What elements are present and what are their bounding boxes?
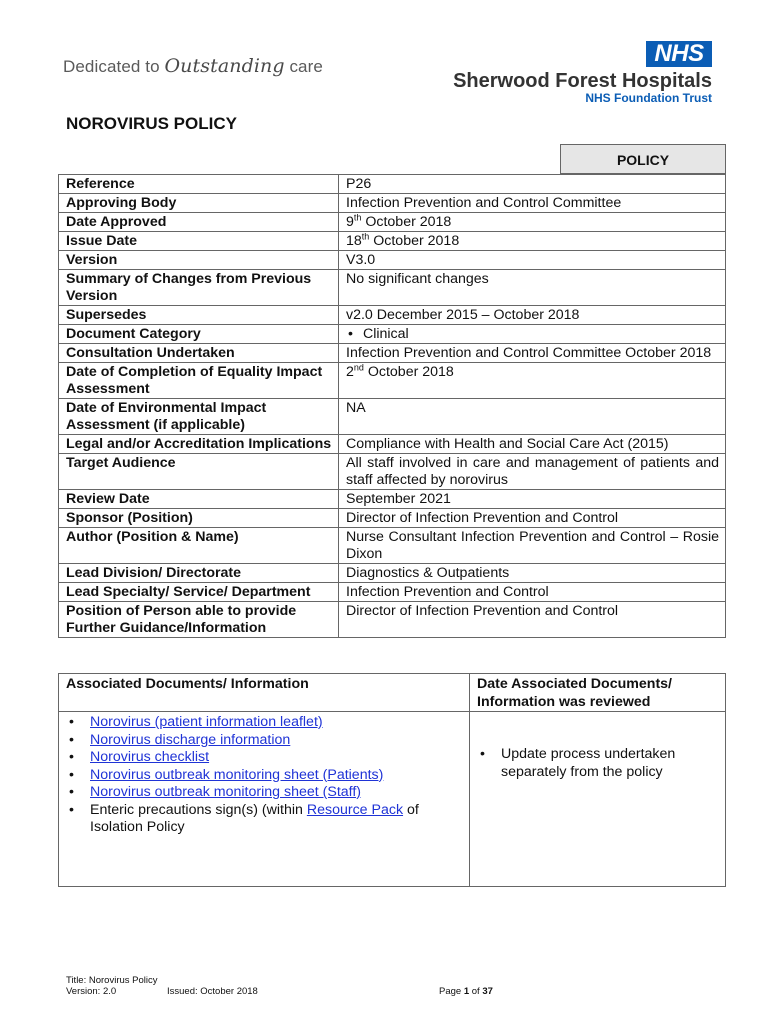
- table-row: Position of Person able to provide Further Guidance/Information Director of Infection Prevention and Control: [59, 602, 726, 638]
- table-row: Lead Division/ Directorate Diagnostics & Outpatients: [59, 564, 726, 583]
- table-row: Date Approved 9th October 2018: [59, 213, 726, 232]
- link-outbreak-sheet-staff[interactable]: Norovirus outbreak monitoring sheet (Staff): [90, 784, 362, 800]
- list-item: [67, 714, 461, 732]
- table-row: Date of Completion of Equality Impact Assessment 2nd October 2018: [59, 363, 726, 399]
- document-metadata-table: [58, 174, 726, 638]
- associated-documents-table: [58, 673, 726, 887]
- list-item: [67, 749, 461, 767]
- link-norovirus-checklist[interactable]: Norovirus checklist: [90, 749, 210, 765]
- table-row: Summary of Changes from Previous Version No significant changes: [59, 270, 726, 306]
- table-row: Sponsor (Position) Director of Infection Prevention and Control: [59, 509, 726, 528]
- table-row: Target Audience All staff involved in care and management of patients and staff affected by norovirus: [59, 454, 726, 490]
- organisation-name: Sherwood Forest Hospitals: [453, 70, 712, 92]
- document-title: NOROVIRUS POLICY: [66, 114, 237, 133]
- bullet-icon: [346, 326, 363, 342]
- list-item: [67, 767, 461, 785]
- policy-label-box: POLICY: [560, 144, 726, 174]
- page-number: Page 1 of 37: [439, 986, 493, 997]
- table-row: Author (Position & Name) Nurse Consultant Infection Prevention and Control – Rosie Dixon: [59, 528, 726, 564]
- footer-issued: Issued: October 2018: [167, 986, 258, 997]
- table-header-row: [59, 674, 726, 712]
- footer-version: Version: 2.0: [66, 986, 117, 997]
- link-outbreak-sheet-patients[interactable]: Norovirus outbreak monitoring sheet (Patients): [90, 766, 384, 783]
- table-row: Reference P26: [59, 175, 726, 194]
- associated-documents-header: Associated Documents/ Information: [59, 674, 470, 712]
- tagline-script-word: Outstanding: [164, 55, 285, 77]
- table-row: Date of Environmental Impact Assessment (if applicable) NA: [59, 399, 726, 435]
- review-note: • Update process undertaken separately from the policy: [478, 746, 717, 781]
- nhs-logo: NHS: [646, 41, 712, 67]
- table-row: [59, 712, 726, 887]
- associated-documents-list-cell: [59, 712, 470, 887]
- organisation-subtitle: NHS Foundation Trust: [585, 91, 712, 105]
- link-discharge-information[interactable]: Norovirus discharge information: [90, 731, 291, 748]
- page-footer: [66, 975, 258, 997]
- review-date-header: Date Associated Documents/ Information was reviewed: [470, 674, 726, 712]
- list-item: [67, 784, 461, 802]
- list-item: • Enteric precautions sign(s) (within Resource Pack of Isolation Policy: [67, 802, 461, 837]
- review-note-cell: [470, 712, 726, 887]
- associated-documents-list: [67, 714, 461, 837]
- link-resource-pack[interactable]: Resource Pack: [306, 801, 404, 818]
- table-row: Consultation Undertaken Infection Prevention and Control Committee October 2018: [59, 344, 726, 363]
- footer-title: Title: Norovirus Policy: [66, 975, 158, 986]
- table-row: Issue Date 18th October 2018: [59, 232, 726, 251]
- table-row: Legal and/or Accreditation Implications Compliance with Health and Social Care Act (2015): [59, 435, 726, 454]
- table-row: Review Date September 2021: [59, 490, 726, 509]
- link-patient-information-leaflet[interactable]: Norovirus (patient information leaflet): [90, 714, 323, 730]
- table-row: Document Category • Clinical: [59, 325, 726, 344]
- table-row: Supersedes v2.0 December 2015 – October 2018: [59, 306, 726, 325]
- table-row: Lead Specialty/ Service/ Department Infection Prevention and Control: [59, 583, 726, 602]
- trust-tagline: Dedicated to Outstanding care: [63, 55, 323, 77]
- table-row: Approving Body Infection Prevention and Control Committee: [59, 194, 726, 213]
- list-item: [67, 732, 461, 750]
- table-row: Version V3.0: [59, 251, 726, 270]
